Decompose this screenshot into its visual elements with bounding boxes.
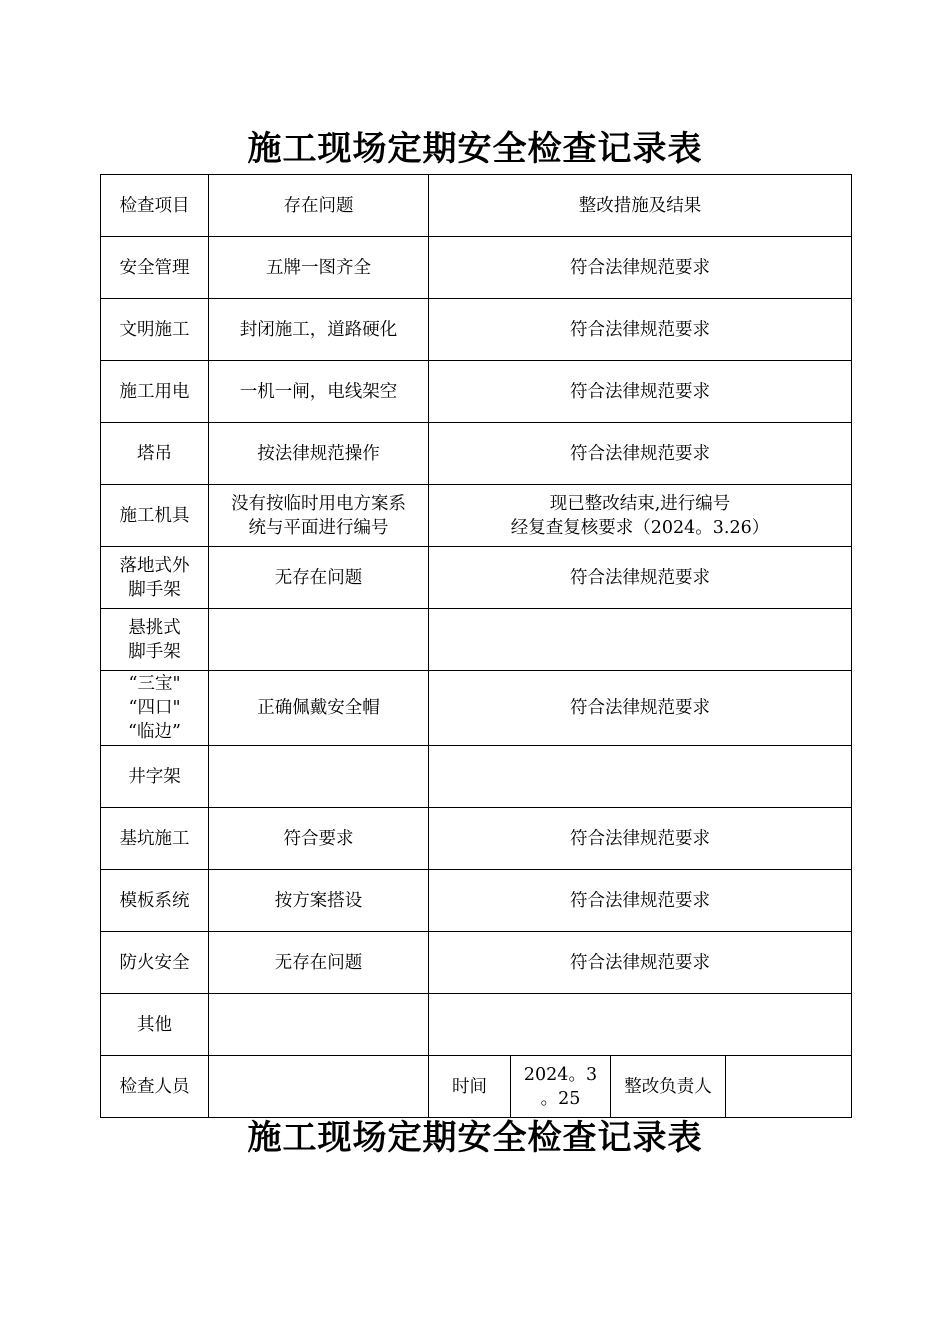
row-item: 施工机具 — [101, 485, 209, 547]
page-title-repeat: 施工现场定期安全检查记录表 — [247, 1118, 703, 1158]
table-row — [101, 423, 852, 485]
table-row — [101, 299, 852, 361]
row-result: 符合法律规范要求 — [429, 547, 852, 609]
row-issue — [209, 609, 429, 671]
header-row — [101, 175, 852, 237]
responsible-label: 整改负责人 — [611, 1056, 726, 1118]
row-item: 模板系统 — [101, 870, 209, 932]
row-result: 符合法律规范要求 — [429, 671, 852, 746]
header-item: 检查项目 — [101, 175, 209, 237]
row-issue: 封闭施工，道路硬化 — [209, 299, 429, 361]
row-result: 现已整改结束,进行编号 经复查复核要求（2024。3.26） — [429, 485, 852, 547]
table-row — [101, 671, 852, 746]
time-label: 时间 — [429, 1056, 511, 1118]
header-issue: 存在问题 — [209, 175, 429, 237]
row-item: 悬挑式 脚手架 — [101, 609, 209, 671]
header-result: 整改措施及结果 — [429, 175, 852, 237]
row-item: 施工用电 — [101, 361, 209, 423]
table-row — [101, 485, 852, 547]
row-item: 塔吊 — [101, 423, 209, 485]
footer-row — [101, 1056, 852, 1118]
row-issue: 符合要求 — [209, 808, 429, 870]
row-issue: 一机一闸，电线架空 — [209, 361, 429, 423]
row-result: 符合法律规范要求 — [429, 237, 852, 299]
inspector-label: 检查人员 — [101, 1056, 209, 1118]
table-row — [101, 808, 852, 870]
row-item: 落地式外 脚手架 — [101, 547, 209, 609]
table-row — [101, 361, 852, 423]
table-row — [101, 932, 852, 994]
time-value: 2024。3 。25 — [511, 1056, 611, 1118]
row-result — [429, 994, 852, 1056]
row-item: “三宝" “四口" “临边” — [101, 671, 209, 746]
row-result — [429, 609, 852, 671]
table-row — [101, 994, 852, 1056]
row-item: 安全管理 — [101, 237, 209, 299]
row-item: 其他 — [101, 994, 209, 1056]
row-result: 符合法律规范要求 — [429, 932, 852, 994]
table-row — [101, 547, 852, 609]
responsible-value — [726, 1056, 852, 1118]
table-row — [101, 746, 852, 808]
inspection-record-table — [100, 174, 852, 1118]
row-issue: 按法律规范操作 — [209, 423, 429, 485]
row-issue: 无存在问题 — [209, 547, 429, 609]
row-result: 符合法律规范要求 — [429, 808, 852, 870]
row-issue — [209, 746, 429, 808]
row-result: 符合法律规范要求 — [429, 870, 852, 932]
page-title: 施工现场定期安全检查记录表 — [247, 129, 703, 169]
table-row — [101, 870, 852, 932]
table-row — [101, 237, 852, 299]
row-result: 符合法律规范要求 — [429, 361, 852, 423]
row-item: 基坑施工 — [101, 808, 209, 870]
inspector-value — [209, 1056, 429, 1118]
row-result: 符合法律规范要求 — [429, 299, 852, 361]
row-item: 文明施工 — [101, 299, 209, 361]
row-issue: 无存在问题 — [209, 932, 429, 994]
row-issue — [209, 994, 429, 1056]
row-issue: 没有按临时用电方案系 统与平面进行编号 — [209, 485, 429, 547]
row-issue: 五牌一图齐全 — [209, 237, 429, 299]
row-item: 井字架 — [101, 746, 209, 808]
row-issue: 正确佩戴安全帽 — [209, 671, 429, 746]
table-row — [101, 609, 852, 671]
row-result: 符合法律规范要求 — [429, 423, 852, 485]
row-issue: 按方案搭设 — [209, 870, 429, 932]
row-result — [429, 746, 852, 808]
row-item: 防火安全 — [101, 932, 209, 994]
